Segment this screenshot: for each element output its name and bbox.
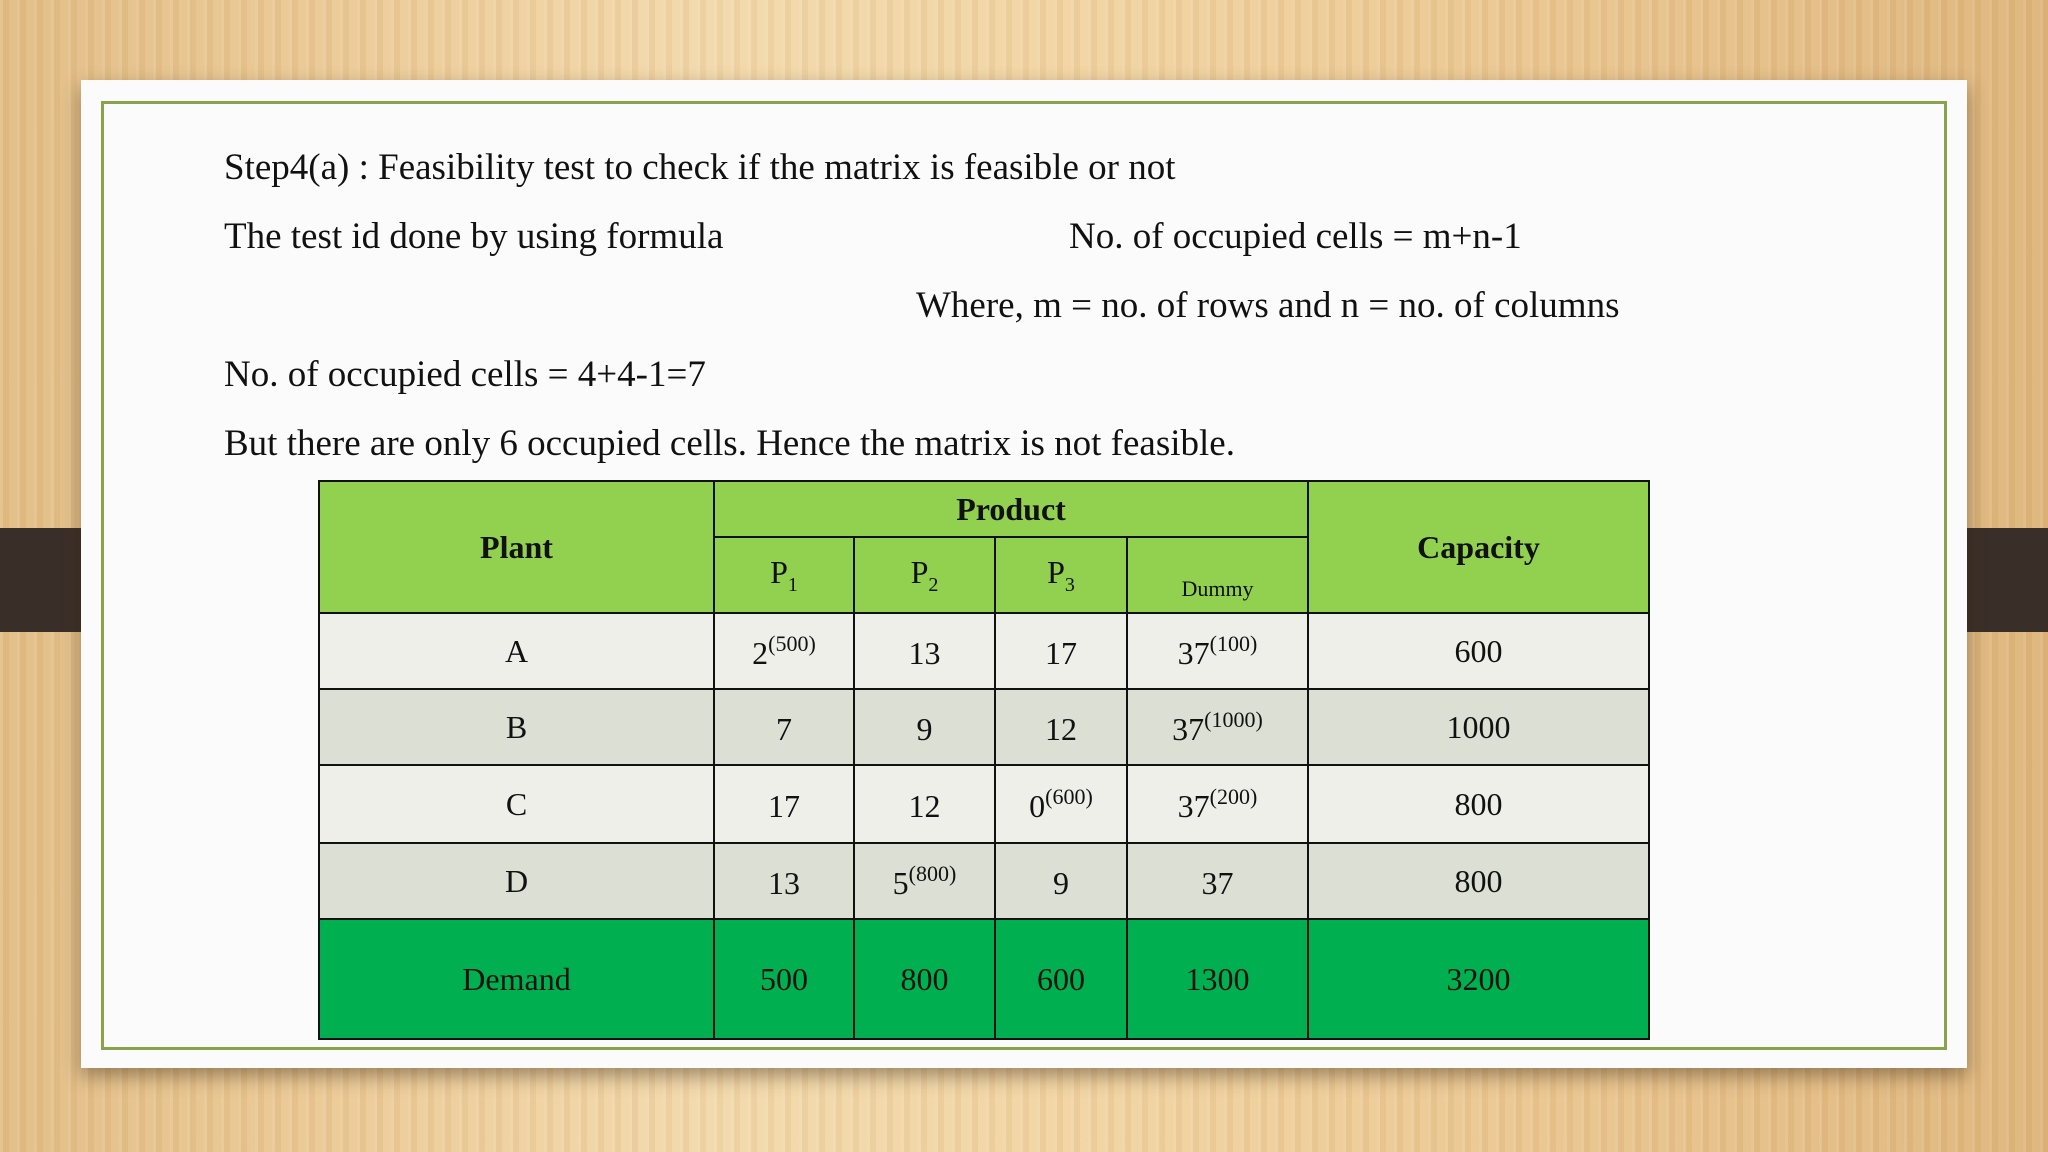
conclusion: But there are only 6 occupied cells. Hence the matrix is not feasible. <box>224 423 1235 464</box>
capacity-header: Capacity <box>1308 481 1649 613</box>
capacity-cell: 600 <box>1308 613 1649 689</box>
product-header: Product <box>714 481 1308 537</box>
formula: No. of occupied cells = m+n-1 <box>1069 216 1522 257</box>
table-row <box>319 765 1649 843</box>
cost-cell: 37$^{(200)}$ <box>1127 765 1308 843</box>
product-p3-header: $P_3$ <box>995 537 1127 613</box>
cost-cell: 13 <box>714 843 854 919</box>
dummy-header: Dummy <box>1127 537 1308 613</box>
cost-cell: 7 <box>714 689 854 765</box>
cost-cell: 9 <box>995 843 1127 919</box>
transportation-table <box>318 480 1650 1040</box>
product-p1-header: $P_1$ <box>714 537 854 613</box>
plant-header: Plant <box>319 481 714 613</box>
demand-label: Demand <box>319 919 714 1039</box>
table-row <box>319 689 1649 765</box>
plant-cell: B <box>319 689 714 765</box>
cost-cell: 17 <box>995 613 1127 689</box>
cost-cell: $37^{(1000)}$ <box>1127 689 1308 765</box>
product-p2-header: $P_2$ <box>854 537 995 613</box>
plant-cell: C <box>319 765 714 843</box>
demand-total: 3200 <box>1308 919 1649 1039</box>
demand-cell: 500 <box>714 919 854 1039</box>
capacity-cell: 1000 <box>1308 689 1649 765</box>
capacity-cell: 800 <box>1308 765 1649 843</box>
cost-cell: 12 <box>995 689 1127 765</box>
cost-cell: 0$^{(600)}$ <box>995 765 1127 843</box>
cost-cell: 17 <box>714 765 854 843</box>
formula-legend: Where, m = no. of rows and n = no. of columns <box>916 285 1620 326</box>
plant-cell: A <box>319 613 714 689</box>
cost-cell: 37$^{(100)}$ <box>1127 613 1308 689</box>
cost-cell: 13 <box>854 613 995 689</box>
capacity-cell: 800 <box>1308 843 1649 919</box>
demand-cell: 600 <box>995 919 1127 1039</box>
cost-cell: 12 <box>854 765 995 843</box>
cost-cell: 9 <box>854 689 995 765</box>
demand-cell: 800 <box>854 919 995 1039</box>
cost-cell: 5$^{(800)}$ <box>854 843 995 919</box>
plant-cell: D <box>319 843 714 919</box>
demand-cell: 1300 <box>1127 919 1308 1039</box>
demand-row <box>319 919 1649 1039</box>
formula-intro: The test id done by using formula <box>224 216 724 257</box>
occupied-cells-calculation: No. of occupied cells = 4+4-1=7 <box>224 354 706 395</box>
cost-cell: 2$^{(500)}$ <box>714 613 854 689</box>
table-row <box>319 843 1649 919</box>
table-row <box>319 613 1649 689</box>
slide <box>81 80 1967 1068</box>
step-heading: Step4(a) : Feasibility test to check if the matrix is feasible or not <box>224 147 1176 188</box>
cost-cell: 37 <box>1127 843 1308 919</box>
table-header-row <box>319 481 1649 537</box>
